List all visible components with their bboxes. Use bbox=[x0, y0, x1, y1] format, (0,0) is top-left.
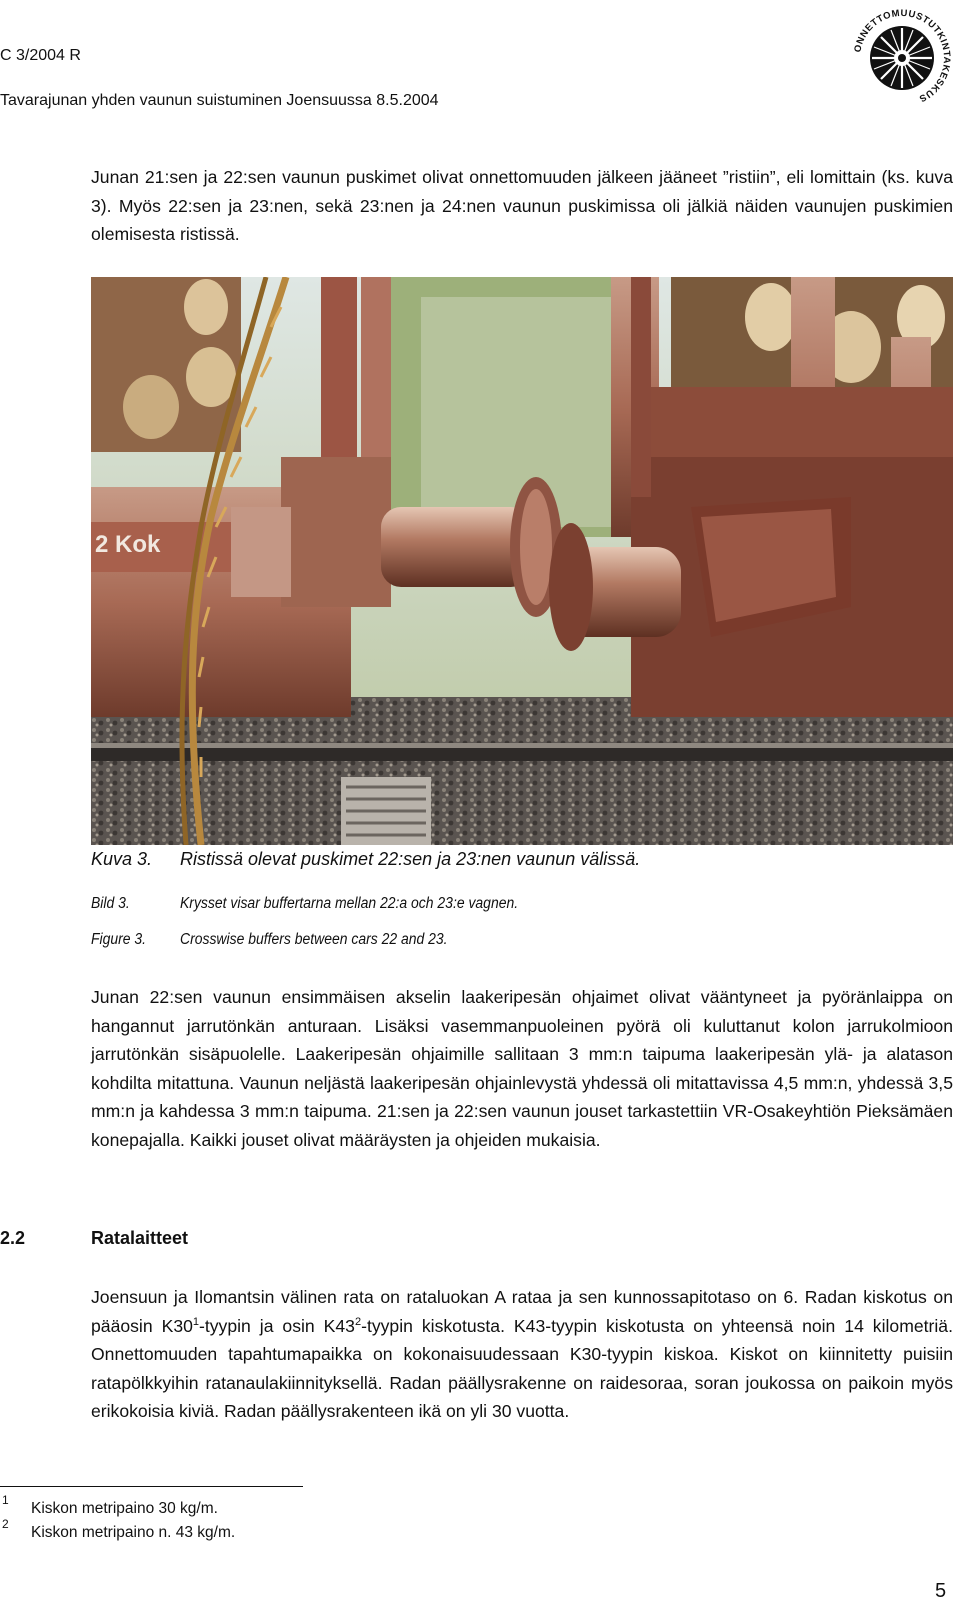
footnote-number-2: 2 bbox=[2, 1517, 9, 1531]
footnote-text-1: Kiskon metripaino 30 kg/m. bbox=[31, 1500, 218, 1517]
section-title: Ratalaitteet bbox=[91, 1228, 189, 1248]
paragraph-1: Junan 21:sen ja 22:sen vaunun puskimet olivat onnettomuuden jälkeen jääneet ”ristiin”, eli lomittain (ks. kuva 3). Myös 22:sen ja 23:nen, sekä 23:nen ja 24:nen vaunun puskimissa oli jälkiä näiden vaunujen puskimien olemisesta ristissä. bbox=[91, 167, 953, 244]
paragraph-3 bbox=[91, 1283, 953, 1426]
logo-text: ONNETTOMUUSTUTKINTAKESKUS bbox=[852, 8, 952, 105]
paragraph-3-part-3: -tyypin kiskotusta. K43-tyypin kiskotusta on yhteensä noin 14 kilometriä. Onnettomuuden tapahtumapaikka on kokonaisuudessaan K30-tyypin kiskoa. Kiskot on kiinnitetty puisiin ratapölkkyihin ratanaulakiinnityksellä. Radan päällysrakenne on raidesoraa, soran joukossa on paikoin myös erikokoisia kiviä. Radan päällysrakenteen ikä on yli 30 vuotta. bbox=[91, 1315, 953, 1421]
footnote-separator bbox=[0, 1486, 303, 1487]
footnote-number-1: 1 bbox=[2, 1493, 9, 1507]
paragraph-3-part-2: -tyypin ja osin K43 bbox=[199, 1315, 355, 1336]
caption-en-text: Crosswise buffers between cars 22 and 23. bbox=[180, 931, 448, 948]
report-title: Tavarajunan yhden vaunun suistuminen Joensuussa 8.5.2004 bbox=[0, 92, 439, 109]
report-id: C 3/2004 R bbox=[0, 47, 81, 64]
page-number: 5 bbox=[935, 1580, 947, 1602]
footnote-ref-2: 2 bbox=[354, 1315, 362, 1328]
footnote-text-2: Kiskon metripaino n. 43 kg/m. bbox=[31, 1524, 236, 1541]
crossed-buffers-photo bbox=[91, 277, 953, 845]
caption-sv-label: Bild 3. bbox=[91, 895, 130, 912]
caption-sv-text: Krysset visar buffertarna mellan 22:a och 23:e vagnen. bbox=[180, 895, 519, 912]
wagon-marking: 2 Kok bbox=[95, 531, 161, 558]
caption-fi-label: Kuva 3. bbox=[91, 849, 153, 869]
caption-en-label: Figure 3. bbox=[91, 931, 147, 948]
paragraph-3-part-1: Joensuun ja Ilomantsin välinen rata on rataluokan A rataa ja sen kunnossapitotaso on 6. Radan kiskotus on pääosin K30 bbox=[91, 1287, 953, 1336]
section-number: 2.2 bbox=[0, 1228, 26, 1248]
paragraph-2: Junan 22:sen vaunun ensimmäisen akselin laakeripesän ohjaimet olivat vääntyneet ja pyöränlaippa on hangannut jarrutönkän anturaan. Lisäksi vasemmanpuoleinen pyörä oli kuluttanut kolon jarrukolmioon jarrutönkän sisäpuolelle. Laakeripesän ohjaimille sallitaan 3 mm:n taipuma laakeripesän ylä- ja alatason kohdilta mitattuna. Vaunun neljästä laakeripesän ohjainlevystä yhdessä oli mitattavissa 4,5 mm:n, yhdessä 3,5 mm:n ja kahdessa 3 mm:n taipuma. 21:sen ja 22:sen vaunun jouset tarkastettiin VR-Osakeyhtiön Pieksämäen konepajalla. Kaikki jouset olivat määräysten ja ohjeiden mukaisia. bbox=[91, 987, 953, 1150]
footnote-ref-1: 1 bbox=[192, 1315, 200, 1328]
caption-fi-text: Ristissä olevat puskimet 22:sen ja 23:nen vaunun välissä. bbox=[180, 849, 641, 869]
onnettomuustutkintakeskus-logo bbox=[852, 8, 952, 108]
